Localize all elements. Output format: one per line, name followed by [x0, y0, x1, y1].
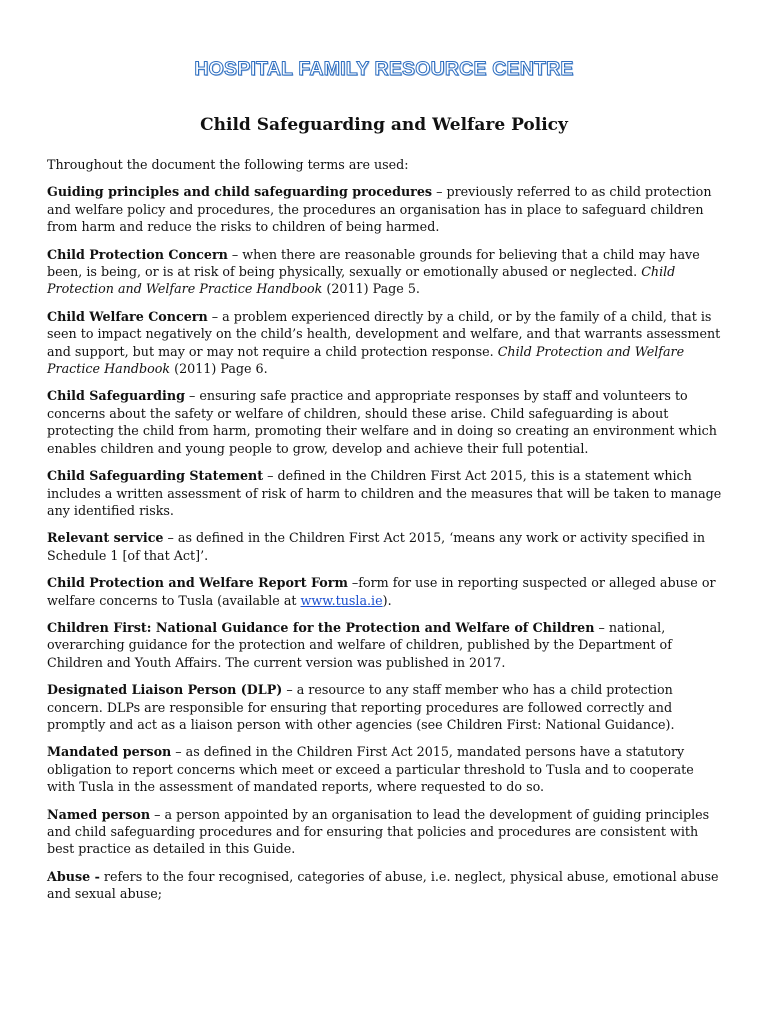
term-report-form	[47, 574, 723, 609]
term-label: Child Safeguarding	[47, 388, 185, 404]
term-definition: – national, overarching guidance for the protection and welfare of children, published by the Department of Children and Youth Affairs. The current version was published in 2017.	[47, 619, 672, 670]
document-body	[47, 156, 723, 913]
term-citation-suffix: (2011) Page 5.	[322, 281, 420, 297]
term-label: Children First: National Guidance for the Protection and Welfare of Children	[47, 619, 595, 635]
term-definition: – a resource to any staff member who has a child protection concern. DLPs are responsible for ensuring that reporting procedures are followed correctly and promptly and act as a liaison person with other agencies (see Children First: National Guidance).	[47, 682, 675, 732]
term-label: Named person	[47, 806, 151, 822]
document-title: Child Safeguarding and Welfare Policy	[200, 115, 568, 135]
term-label: Child Safeguarding Statement	[47, 468, 264, 484]
term-label: Abuse -	[47, 868, 100, 884]
term-children-first	[47, 619, 723, 671]
term-label: Designated Liaison Person (DLP)	[47, 682, 283, 698]
term-label: Child Protection and Welfare Report Form	[47, 575, 348, 591]
term-definition: – as defined in the Children First Act 2015, mandated persons have a statutory obligation to report concerns which meet or exceed a particular threshold to Tusla and to cooperate with Tusla in the assessment of mandated reports, where requested to do so.	[47, 744, 694, 795]
term-abuse	[47, 868, 723, 903]
term-child-safeguarding-statement	[47, 467, 723, 519]
term-definition: – previously referred to as child protection and welfare policy and procedures, the procedures an organisation has in place to safeguard children from harm and reduce the risks to children of being harmed.	[47, 184, 712, 235]
term-guiding-principles	[47, 183, 723, 235]
term-mandated-person	[47, 743, 723, 795]
term-definition-end: ).	[382, 592, 392, 608]
term-label: Child Protection Concern	[47, 246, 228, 262]
term-named-person	[47, 806, 723, 858]
term-definition: –form for use in reporting suspected or alleged abuse or welfare concerns to Tusla (available at	[47, 575, 716, 608]
term-label: Relevant service	[47, 530, 164, 546]
term-citation-suffix: (2011) Page 6.	[170, 361, 268, 377]
term-dlp	[47, 681, 723, 733]
term-child-welfare-concern	[47, 308, 723, 378]
intro-text: Throughout the document the following terms are used:	[47, 157, 409, 172]
term-definition: – ensuring safe practice and appropriate responses by staff and volunteers to concerns about the safety or welfare of children, should these arise. Child safeguarding is about protecting the child from harm, promoting their welfare and in doing so creating an environment which enables children and young people to grow, develop and achieve their full potential.	[47, 388, 717, 456]
term-definition: – defined in the Children First Act 2015, this is a statement which includes a written assessment of risk of harm to children and the measures that will be taken to manage any identified risks.	[47, 468, 722, 518]
term-definition: – as defined in the Children First Act 2015, ‘means any work or activity specified in Schedule 1 [of that Act]’.	[47, 530, 706, 563]
term-definition: – when there are reasonable grounds for believing that a child may have been, is being, or is at risk of being physically, sexually or emotionally abused or neglected.	[47, 246, 700, 280]
term-definition: – a person appointed by an organisation to lead the development of guiding principles and child safeguarding procedures and for ensuring that policies and procedures are consistent with best practice as detailed in this Guide.	[47, 806, 710, 857]
term-label: Guiding principles and child safeguarding procedures	[47, 184, 433, 200]
term-definition: – a problem experienced directly by a child, or by the family of a child, that is seen to impact negatively on the child’s health, development and welfare, and that warrants assessment and support, but may or may not require a child protection response.	[47, 308, 721, 359]
term-label: Mandated person	[47, 744, 172, 760]
term-citation: Child Protection and Welfare Practice Handbook	[47, 343, 685, 377]
term-citation: Child Protection and Welfare Practice Handbook	[47, 264, 676, 297]
term-definition: refers to the four recognised, categories of abuse, i.e. neglect, physical abuse, emotional abuse and sexual abuse;	[47, 868, 719, 902]
organisation-heading: HOSPITAL FAMILY RESOURCE CENTRE	[194, 58, 574, 80]
term-label: Child Welfare Concern	[47, 308, 208, 324]
term-relevant-service	[47, 529, 723, 564]
term-child-protection-concern	[47, 246, 723, 298]
term-child-safeguarding	[47, 387, 723, 457]
tusla-link[interactable]: www.tusla.ie	[300, 592, 383, 608]
